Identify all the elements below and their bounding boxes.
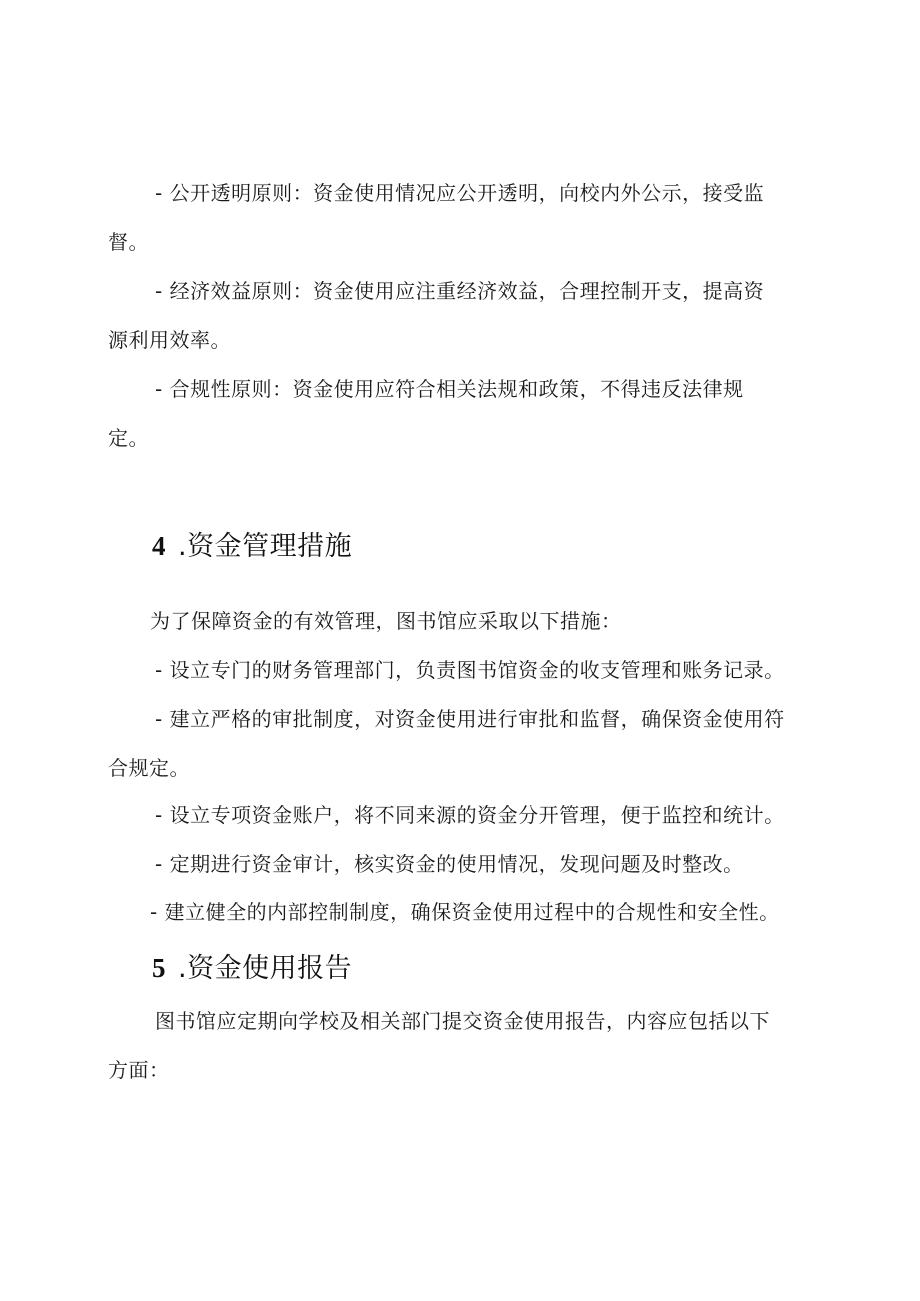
section4-intro: 为了保障资金的有效管理，图书馆应采取以下措施：: [150, 609, 622, 633]
section5-heading: [152, 951, 352, 986]
section5-title: .资金使用报告: [178, 953, 353, 984]
principle-compliance-line2: 定。: [108, 426, 149, 450]
section4-heading: [152, 529, 352, 564]
principle-compliance-line1: - 合规性原则：资金使用应符合相关法规和政策，不得违反法律规: [155, 377, 744, 401]
section4-number: 4: [152, 531, 166, 561]
principle-efficiency-line1: - 经济效益原则：资金使用应注重经济效益，合理控制开支，提高资: [155, 279, 765, 303]
principle-transparency-line1: - 公开透明原则：资金使用情况应公开透明，向校内外公示，接受监: [155, 181, 765, 205]
section5-intro-line1: 图书馆应定期向学校及相关部门提交资金使用报告，内容应包括以下: [155, 1009, 770, 1033]
section4-item-1: - 设立专门的财务管理部门，负责图书馆资金的收支管理和账务记录。: [155, 658, 785, 682]
section4-item-5: - 建立健全的内部控制制度，确保资金使用过程中的合规性和安全性。: [150, 900, 780, 924]
principle-transparency-line2: 督。: [108, 230, 149, 254]
section5-number: 5: [152, 953, 166, 983]
section4-title: .资金管理措施: [178, 531, 353, 562]
section4-item-2-line2: 合规定。: [108, 756, 190, 780]
section4-item-2-line1: - 建立严格的审批制度，对资金使用进行审批和监督，确保资金使用符: [155, 707, 785, 731]
section5-intro-line2: 方面：: [108, 1058, 170, 1082]
section4-item-4: - 定期进行资金审计，核实资金的使用情况，发现问题及时整改。: [155, 852, 744, 876]
section4-item-3: - 设立专项资金账户，将不同来源的资金分开管理，便于监控和统计。: [155, 803, 785, 827]
principle-efficiency-line2: 源利用效率。: [108, 328, 231, 352]
